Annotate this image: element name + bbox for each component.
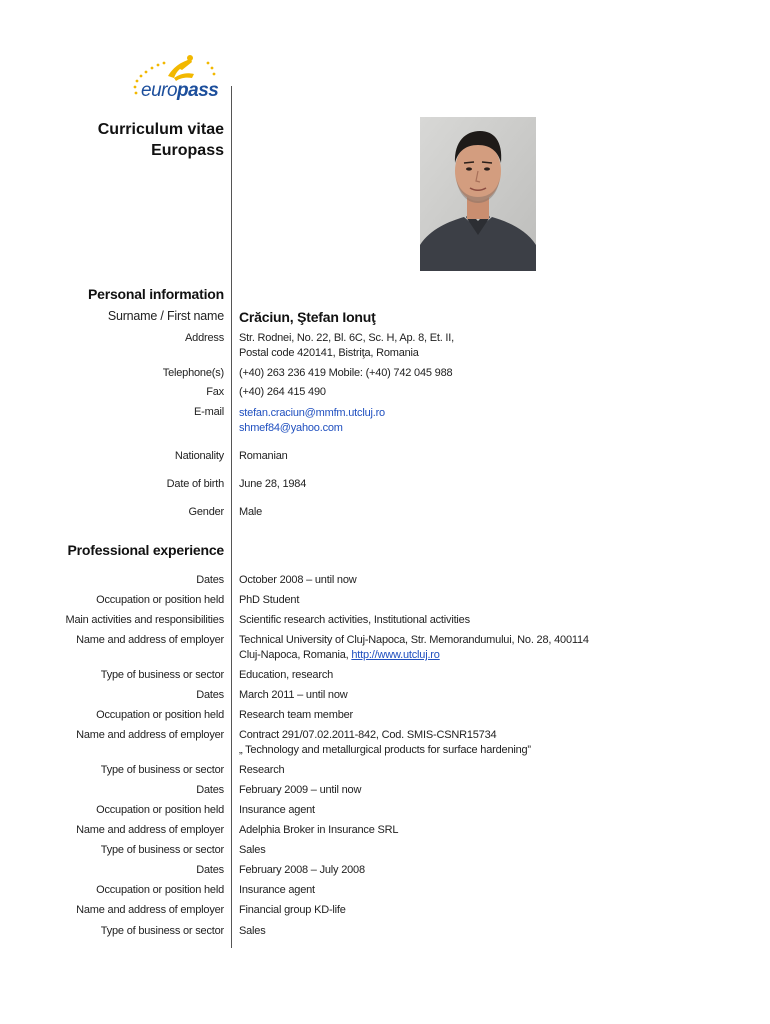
job1-responsibilities-label: Main activities and responsibilities [65,614,224,626]
cv-title-line1: Curriculum vitae [97,121,224,138]
email-link-1[interactable]: stefan.craciun@mmfm.utcluj.ro [239,407,385,419]
email-link-2[interactable]: shmef84@yahoo.com [239,422,343,434]
name-value: Crăciun, Ştefan Ionuţ [239,309,376,325]
job4-dates-label: Dates [196,864,224,876]
job2-dates-label: Dates [196,689,224,701]
job1-sector: Education, research [239,669,334,681]
job1-dates: October 2008 – until now [239,574,357,586]
job4-occupation: Insurance agent [239,884,315,896]
vertical-divider [231,86,232,948]
job2-dates: March 2011 – until now [239,689,348,701]
dob-value: June 28, 1984 [239,478,307,490]
job4-occupation-label: Occupation or position held [96,884,224,896]
job4-dates: February 2008 – July 2008 [239,864,365,876]
job2-employer-line2: „ Technology and metallurgical products for surface hardening” [239,744,531,756]
job3-occupation: Insurance agent [239,804,315,816]
job4-employer-label: Name and address of employer [76,904,224,916]
job3-occupation-label: Occupation or position held [96,804,224,816]
gender-value: Male [239,506,263,518]
job3-employer: Adelphia Broker in Insurance SRL [239,824,399,836]
job2-sector: Research [239,764,285,776]
fax-label: Fax [206,386,224,398]
logo-text-pass: pass [177,80,219,101]
job1-employer-label: Name and address of employer [76,634,224,646]
job2-occupation-label: Occupation or position held [96,709,224,721]
job1-employer-line1: Technical University of Cluj-Napoca, Str. Memorandumului, No. 28, 400114 [239,634,589,646]
job4-sector-label: Type of business or sector [100,925,224,937]
cv-title [98,119,224,161]
gender-label: Gender [188,506,224,518]
job3-dates-label: Dates [196,784,224,796]
europass-logo-text [141,80,218,102]
nationality-value: Romanian [239,450,288,462]
job2-employer-label: Name and address of employer [76,729,224,741]
job1-responsibilities: Scientific research activities, Institutional activities [239,614,470,626]
dob-label: Date of birth [166,478,224,490]
job1-occupation-label: Occupation or position held [96,594,224,606]
telephone-value: (+40) 263 236 419 Mobile: (+40) 742 045 988 [239,367,453,379]
job1-employer-line2 [239,648,440,663]
job1-occupation: PhD Student [239,594,300,606]
job3-sector: Sales [239,844,266,856]
address-line2: Postal code 420141, Bistriţa, Romania [239,347,419,359]
fax-value: (+40) 264 415 490 [239,386,326,398]
name-label: Surname / First name [107,309,224,323]
job1-dates-label: Dates [196,574,224,586]
experience-heading: Professional experience [67,542,224,558]
job4-sector: Sales [239,925,266,937]
employer-website-link[interactable]: http://www.utcluj.ro [351,649,440,661]
job2-employer-line1: Contract 291/07.02.2011-842, Cod. SMIS-CSNR15734 [239,729,497,741]
personal-info-heading: Personal information [87,286,224,302]
nationality-label: Nationality [174,450,224,462]
job2-occupation: Research team member [239,709,353,721]
address-line1: Str. Rodnei, No. 22, Bl. 6C, Sc. H, Ap. 8, Et. II, [239,332,454,344]
job1-sector-label: Type of business or sector [100,669,224,681]
address-label: Address [185,332,224,344]
job2-sector-label: Type of business or sector [100,764,224,776]
cv-title-line2: Europass [151,142,224,159]
job3-dates: February 2009 – until now [239,784,362,796]
job1-employer-line2-text: Cluj-Napoca, Romania, [239,649,352,661]
job4-employer: Financial group KD-life [239,904,346,916]
job3-employer-label: Name and address of employer [76,824,224,836]
job3-sector-label: Type of business or sector [100,844,224,856]
email-label: E-mail [194,406,224,418]
telephone-label: Telephone(s) [162,367,224,379]
logo-text-euro: euro [141,80,178,101]
profile-photo [420,117,536,271]
